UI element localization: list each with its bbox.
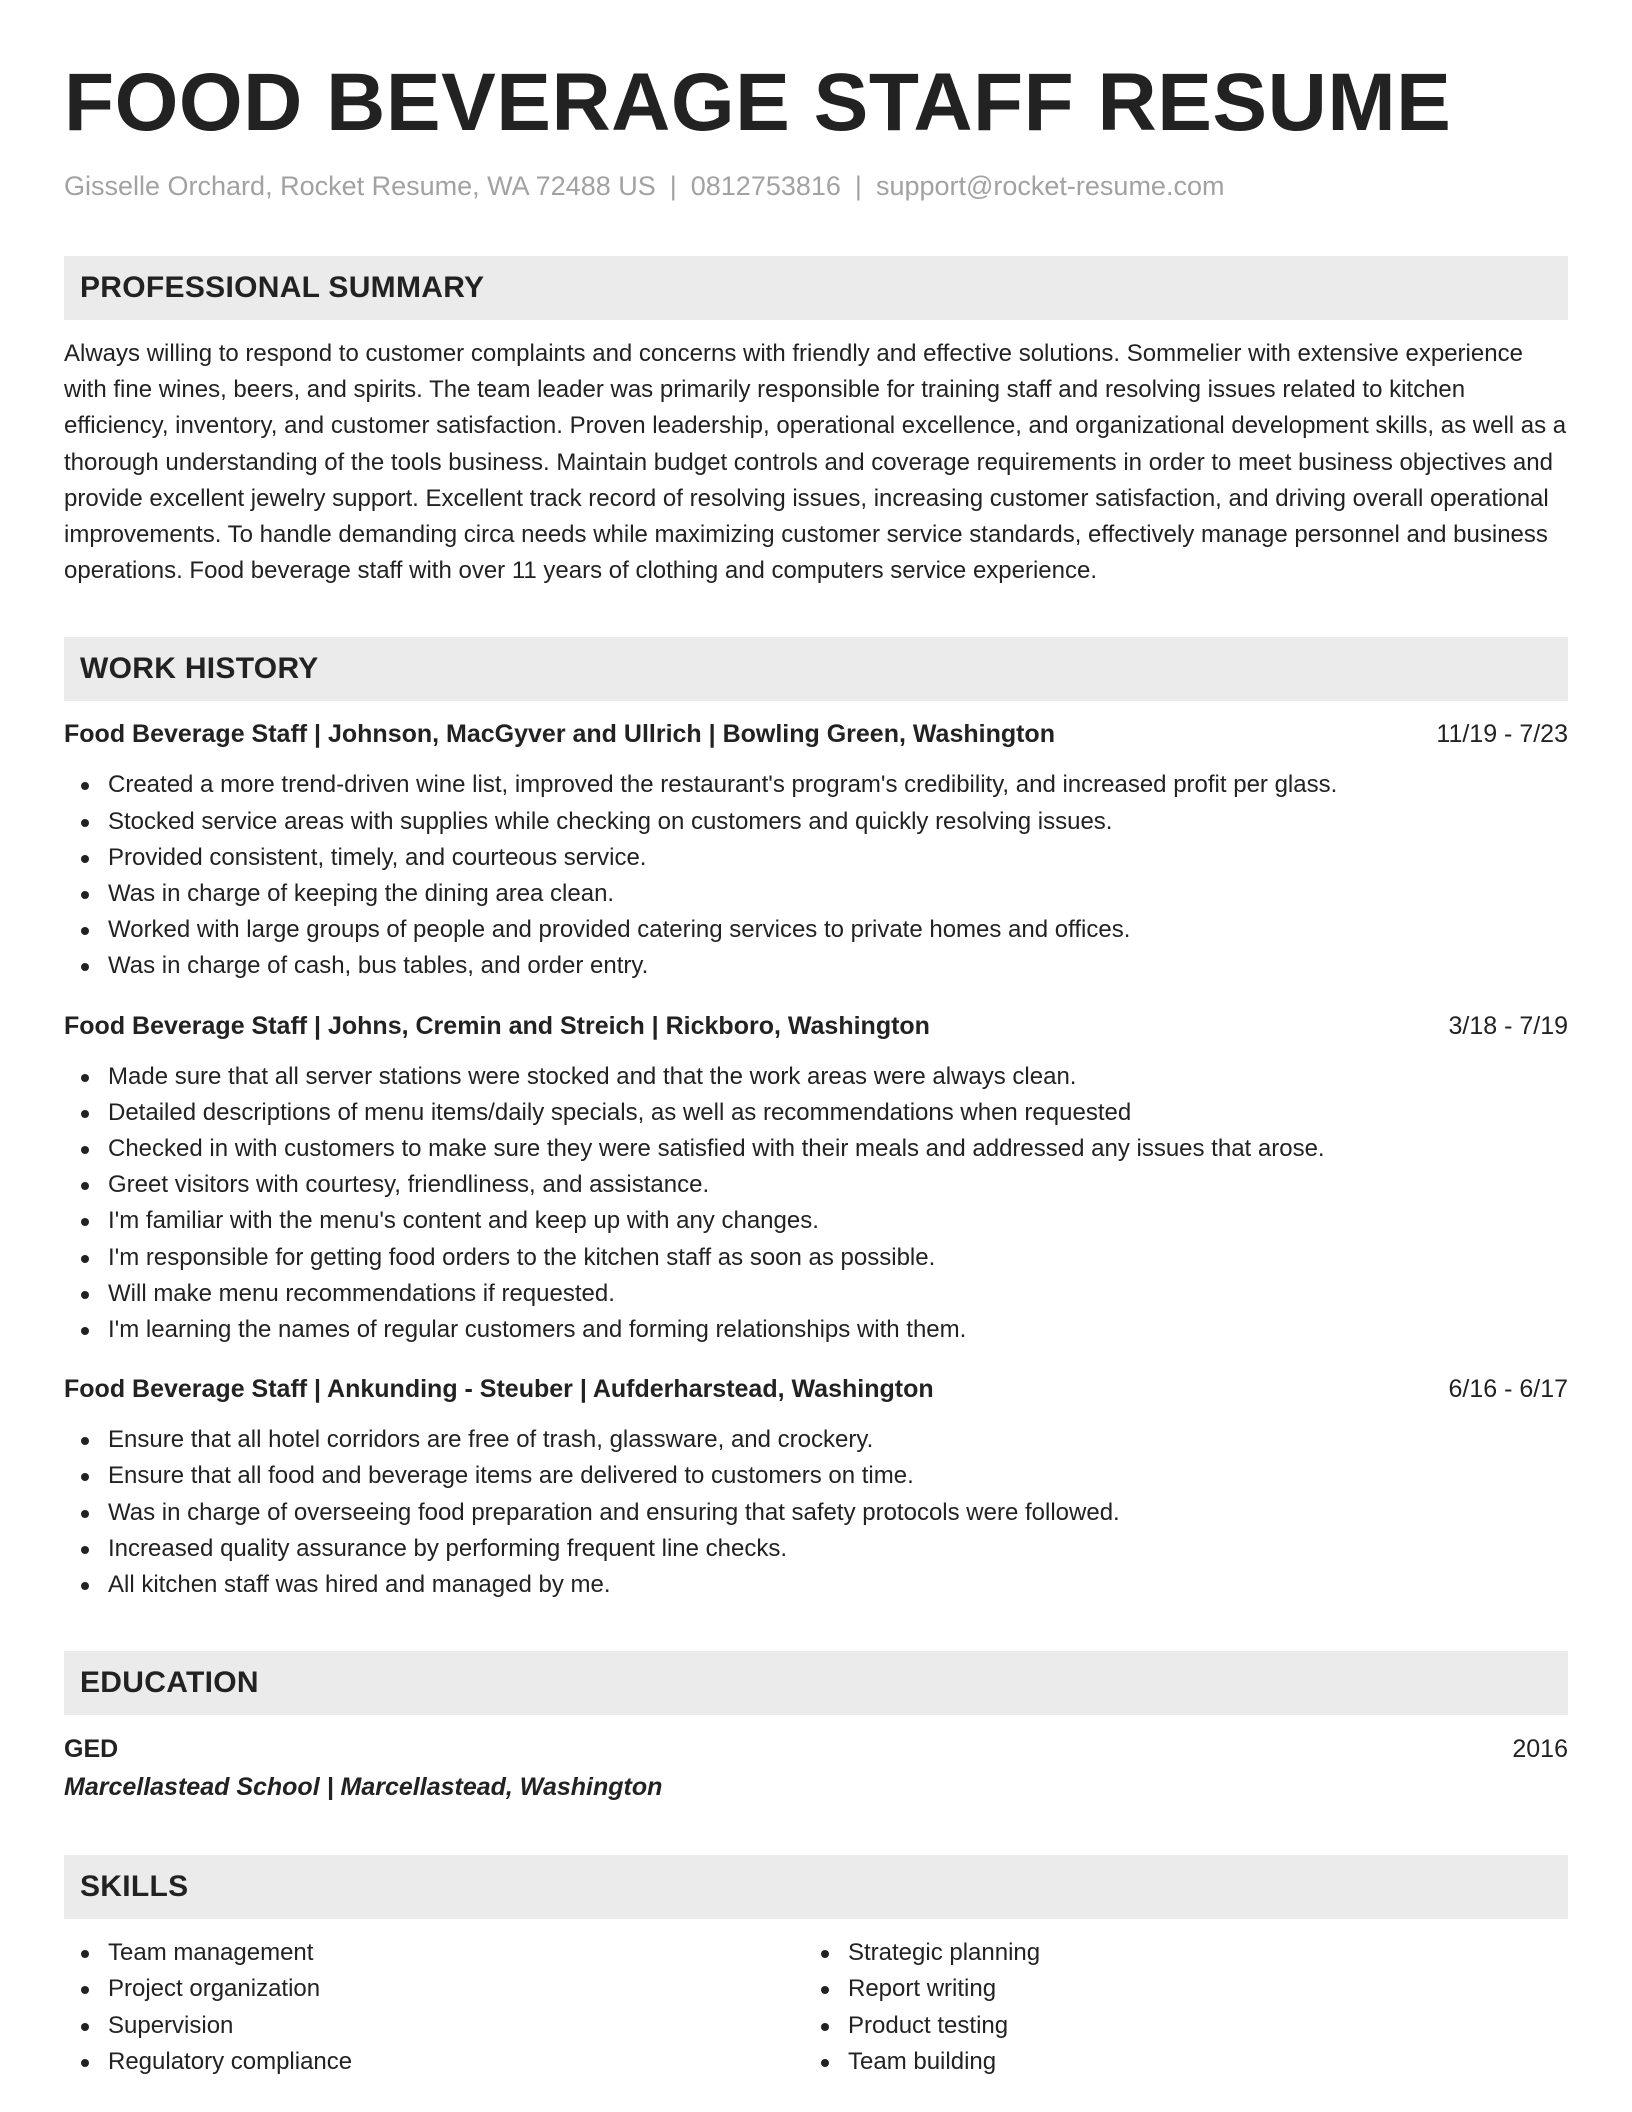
job-bullet: Created a more trend-driven wine list, improved the restaurant's program's credibility, and increased profit per glass.	[64, 767, 1568, 803]
contact-phone: 0812753816	[690, 171, 841, 201]
job-bullet: Will make menu recommendations if requested.	[64, 1276, 1568, 1312]
contact-separator: |	[669, 171, 677, 201]
skill-item: Team building	[804, 2044, 1544, 2080]
education-degree: GED	[64, 1735, 119, 1764]
job-bullet: Greet visitors with courtesy, friendliness, and assistance.	[64, 1167, 1568, 1203]
skill-item: Product testing	[804, 2008, 1544, 2044]
job-bullet: I'm learning the names of regular customers and forming relationships with them.	[64, 1312, 1568, 1348]
skills-list	[64, 1935, 1568, 2080]
contact-email: support@rocket-resume.com	[875, 171, 1225, 201]
job-bullets	[64, 1059, 1568, 1349]
job-header	[64, 717, 1568, 751]
job-entry	[64, 1372, 1568, 1603]
job-title: Food Beverage Staff | Ankunding - Steuber | Aufderharstead, Washington	[64, 1375, 934, 1404]
job-bullets	[64, 1422, 1568, 1603]
education-entry	[64, 1731, 1568, 1807]
summary-text: Always willing to respond to customer complaints and concerns with friendly and effective solutions. Sommelier with extensive experience with fine wines, beers, and spirits. The team leader was primarily responsible for training staff and resolving issues related to kitchen efficiency, inventory, and customer satisfaction. Proven leadership, operational excellence, and organizational development skills, as well as a thorough understanding of the tools business. Maintain budget controls and coverage requirements in order to meet business objectives and provide excellent jewelry support. Excellent track record of resolving issues, increasing customer satisfaction, and driving overall operational improvements. To handle demanding circa needs while maximizing customer service standards, effectively manage personnel and business operations. Food beverage staff with over 11 years of clothing and computers service experience.	[64, 340, 1567, 585]
job-bullet: Worked with large groups of people and provided catering services to private homes and offices.	[64, 912, 1568, 948]
education-year: 2016	[1512, 1735, 1568, 1764]
section-header-work-history: WORK HISTORY	[64, 637, 1568, 701]
job-bullet: Ensure that all food and beverage items are delivered to customers on time.	[64, 1458, 1568, 1494]
job-bullets	[64, 767, 1568, 984]
skill-item: Project organization	[64, 1971, 804, 2007]
skill-item: Regulatory compliance	[64, 2044, 804, 2080]
section-header-summary: PROFESSIONAL SUMMARY	[64, 256, 1568, 320]
section-header-education: EDUCATION	[64, 1651, 1568, 1715]
contact-separator: |	[854, 171, 862, 201]
job-bullet: I'm responsible for getting food orders to the kitchen staff as soon as possible.	[64, 1240, 1568, 1276]
section-header-skills: SKILLS	[64, 1855, 1568, 1919]
contact-address: Gisselle Orchard, Rocket Resume, WA 72488 US	[64, 171, 656, 201]
job-header	[64, 1372, 1568, 1406]
job-bullet: Stocked service areas with supplies while checking on customers and quickly resolving issues.	[64, 804, 1568, 840]
skill-item: Supervision	[64, 2008, 804, 2044]
job-dates: 3/18 - 7/19	[1448, 1011, 1568, 1040]
education-header	[64, 1731, 1568, 1767]
job-bullet: Provided consistent, timely, and courteous service.	[64, 840, 1568, 876]
education-school: Marcellastead School | Marcellastead, Washington	[64, 1773, 663, 1802]
job-bullet: Made sure that all server stations were stocked and that the work areas were always clean.	[64, 1059, 1568, 1095]
job-bullet: Was in charge of keeping the dining area clean.	[64, 876, 1568, 912]
resume-title: FOOD BEVERAGE STAFF RESUME	[64, 57, 1452, 148]
skill-item: Strategic planning	[804, 1935, 1544, 1971]
job-entry	[64, 717, 1568, 984]
job-title: Food Beverage Staff | Johnson, MacGyver and Ullrich | Bowling Green, Washington	[64, 720, 1055, 749]
job-bullet: Was in charge of overseeing food preparation and ensuring that safety protocols were followed.	[64, 1495, 1568, 1531]
job-bullet: I'm familiar with the menu's content and keep up with any changes.	[64, 1203, 1568, 1239]
job-header	[64, 1009, 1568, 1043]
job-bullet: Increased quality assurance by performing frequent line checks.	[64, 1531, 1568, 1567]
job-bullet: Ensure that all hotel corridors are free of trash, glassware, and crockery.	[64, 1422, 1568, 1458]
job-bullet: Was in charge of cash, bus tables, and order entry.	[64, 948, 1568, 984]
skill-item: Team management	[64, 1935, 804, 1971]
resume-page	[64, 0, 1568, 2080]
job-bullet: All kitchen staff was hired and managed by me.	[64, 1567, 1568, 1603]
job-dates: 11/19 - 7/23	[1436, 720, 1568, 749]
job-dates: 6/16 - 6/17	[1448, 1375, 1568, 1404]
job-entry	[64, 1009, 1568, 1349]
skills-column-right	[804, 1935, 1544, 2080]
skill-item: Report writing	[804, 1971, 1544, 2007]
job-bullet: Detailed descriptions of menu items/daily specials, as well as recommendations when requested	[64, 1095, 1568, 1131]
job-title: Food Beverage Staff | Johns, Cremin and Streich | Rickboro, Washington	[64, 1011, 930, 1040]
contact-line	[64, 168, 1568, 204]
job-bullet: Checked in with customers to make sure they were satisfied with their meals and addressed any issues that arose.	[64, 1131, 1568, 1167]
skills-column-left	[64, 1935, 804, 2080]
